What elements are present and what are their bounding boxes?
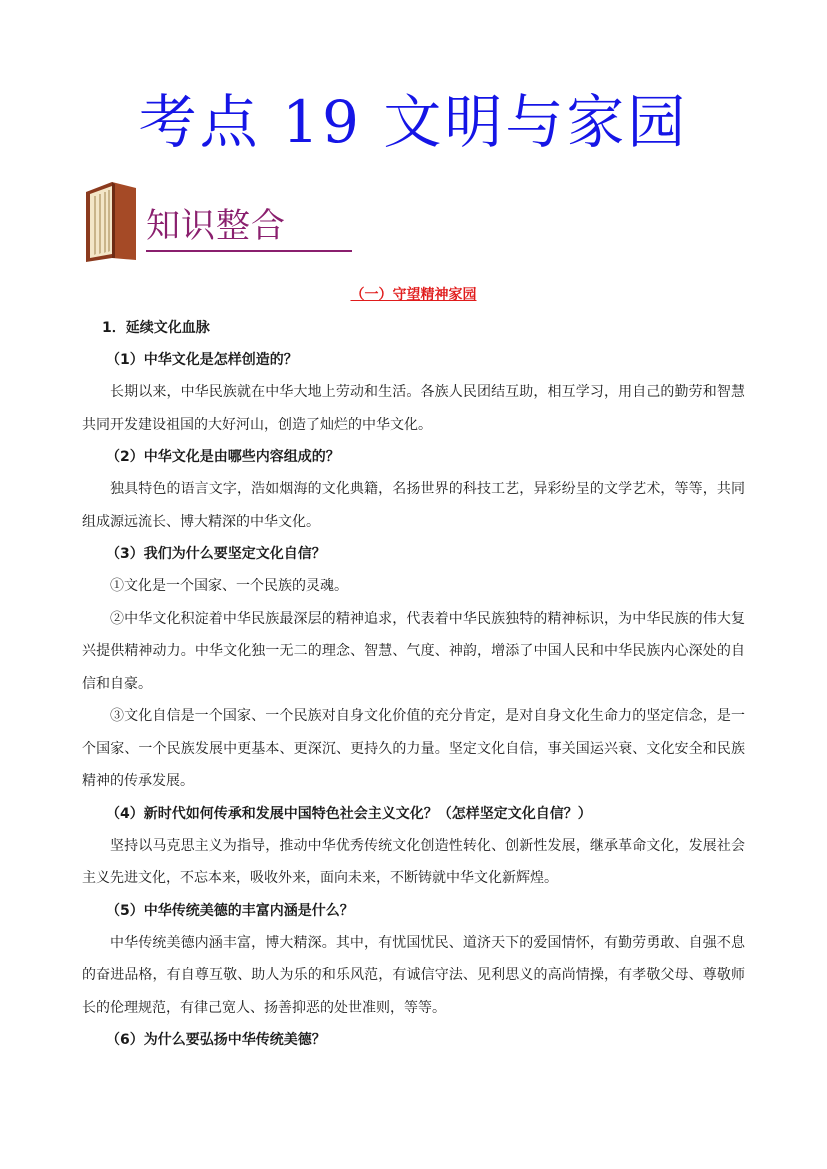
paragraph: 长期以来，中华民族就在中华大地上劳动和生活。各族人民团结互助，相互学习，用自己的勤劳和智慧共同开发建设祖国的大好河山，创造了灿烂的中华文化。 (82, 384, 745, 433)
banner-label: 知识整合 (146, 206, 286, 246)
book-icon (82, 178, 142, 264)
banner-underline (146, 250, 352, 252)
paragraph: 独具特色的语言文字，浩如烟海的文化典籍，名扬世界的科技工艺，异彩纷呈的文学艺术，等等，共同组成源远流长、博大精深的中华文化。 (82, 481, 745, 530)
question: （6）为什么要弘扬中华传统美德？ (106, 1032, 326, 1048)
question: （2）中华文化是由哪些内容组成的？ (106, 449, 340, 465)
question: （1）中华文化是怎样创造的？ (106, 352, 298, 368)
paragraph: ③文化自信是一个国家、一个民族对自身文化价值的充分肯定，是对自身文化生命力的坚定信念，是一个国家、一个民族发展中更基本、更深沉、更持久的力量。坚定文化自信，事关国运兴衰、文化安全和民族精神的传承发展。 (82, 708, 745, 789)
paragraph: ①文化是一个国家、一个民族的灵魂。 (110, 578, 348, 594)
section-banner (82, 178, 382, 268)
paragraph: 坚持以马克思主义为指导，推动中华优秀传统文化创造性转化、创新性发展，继承革命文化，发展社会主义先进文化，不忘本来，吸收外来，面向未来，不断铸就中华文化新辉煌。 (82, 837, 745, 886)
paragraph: ②中华文化积淀着中华民族最深层的精神追求，代表着中华民族独特的精神标识，为中华民族的伟大复兴提供精神动力。中华文化独一无二的理念、智慧、气度、神韵，增添了中国人民和中华民族内心深处的自信和自豪。 (82, 610, 745, 692)
question: （5）中华传统美德的丰富内涵是什么？ (106, 902, 354, 919)
section-title: （一）守望精神家园 (350, 287, 477, 303)
question: （4）新时代如何传承和发展中国特色社会主义文化？（怎样坚定文化自信？） (106, 805, 592, 822)
heading: 1．延续文化血脉 (102, 320, 210, 336)
document-body (82, 312, 745, 1056)
paragraph: 中华传统美德内涵丰富，博大精深。其中，有忧国忧民、道济天下的爱国情怀，有勤劳勇敢、自强不息的奋进品格，有自尊互敬、助人为乐的和乐风范，有诚信守法、见利思义的高尚情操，有孝敬父母、尊敬师长的伦理规范，有律己宽人、扬善抑恶的处世准则，等等。 (82, 934, 745, 1016)
page-title: 考点 19 文明与家园 (138, 88, 689, 156)
question: （3）我们为什么要坚定文化自信？ (106, 546, 326, 562)
